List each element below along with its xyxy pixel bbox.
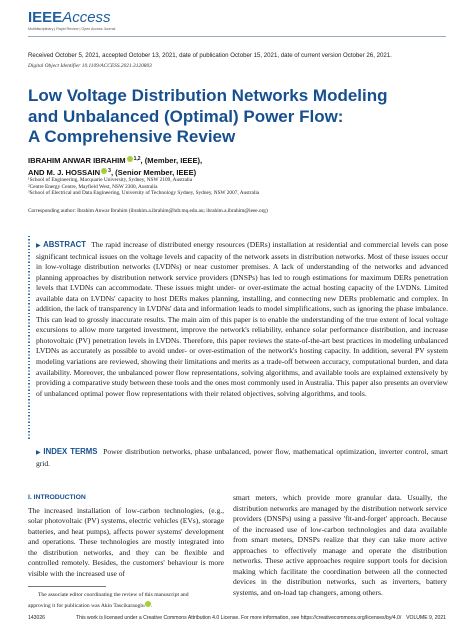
author-1-name: IBRAHIM ANWAR IBRAHIM bbox=[28, 156, 126, 165]
title-line-3: A Comprehensive Review bbox=[28, 127, 236, 146]
author-1-sup: 1,2 bbox=[133, 156, 141, 162]
journal-tagline: Multidisciplinary | Rapid Review | Open Access Journal bbox=[28, 27, 116, 31]
header-divider bbox=[28, 36, 446, 37]
doi-line[interactable]: Digital Object Identifier 10.1109/ACCESS.2021.3120803 bbox=[28, 63, 152, 69]
logo-ieee: IEEE bbox=[28, 9, 63, 26]
abstract bbox=[36, 240, 448, 399]
affiliations bbox=[28, 177, 259, 197]
volume-label: VOLUME 9, 2021 bbox=[406, 615, 446, 621]
author-2-name: AND M. J. HOSSAIN bbox=[28, 168, 101, 177]
logo-access: Access bbox=[62, 9, 111, 26]
index-terms-text: Power distribution networks, phase unbalanced, power flow, mathematical optimization, inverter control, smart grid. bbox=[36, 447, 448, 468]
abstract-label: ABSTRACT bbox=[43, 240, 86, 249]
page-number: 143026 bbox=[28, 615, 45, 621]
author-list bbox=[28, 154, 202, 178]
footnote-line-2-text: approving it for publication was Akin Tascikaraoglu bbox=[28, 602, 145, 609]
affiliation-3: ³School of Electrical and Data Engineering, University of Technology Sydney, Sydney, NSW 2007, Australia bbox=[28, 190, 260, 197]
author-2-sup: 3 bbox=[108, 168, 111, 174]
intro-column-right bbox=[233, 493, 447, 598]
section-heading: I. INTRODUCTION bbox=[28, 494, 86, 501]
paper-title bbox=[28, 86, 448, 148]
author-1 bbox=[28, 154, 202, 166]
affiliation-2: ²Centre Energy Centre, Mayfield West, NSW 2300, Australia bbox=[28, 183, 158, 190]
orcid-icon[interactable] bbox=[101, 168, 107, 174]
author-2-role: , (Senior Member, IEEE) bbox=[110, 168, 197, 177]
orcid-icon[interactable] bbox=[127, 156, 133, 162]
footnote-line-1: The associate editor coordinating the review of this manuscript and bbox=[38, 592, 189, 598]
title-line-1: Low Voltage Distribution Networks Modeling bbox=[28, 86, 388, 105]
triangle-bullet-icon: ▶ bbox=[36, 242, 42, 249]
title-line-2: and Unbalanced (Optimal) Power Flow: bbox=[28, 106, 344, 126]
orcid-icon[interactable] bbox=[145, 601, 151, 607]
abstract-text: The rapid increase of distributed energy resources (DERs) installation at residential and commercial levels can pose significant technical issues on the voltage levels and capacity of the network assets in distribution networks. Most of these issues occur in low-voltage distribution networks (LVDNs) or near customer premises. A lack of understanding of the networks and advanced planning approaches by distribution network service providers (DNSPs) has led to rough estimations for maximum DERs penetration levels that LVDNs can accommodate. These issues might under- or over-estimate the actual hosting capacity of the LVDNs. Limited available data on LVDNs' capacity to host DERs makes planning, installing, and connecting new DERs problematic and complex. In addition, the lack of transparency in LVDNs' data and information leads to model simplifications, such as ignoring the phase imbalance. This can lead to grossly inaccurate results. The main aim of this paper is to enable the understanding of the true extent of local voltage excursions to allow more targeted investment, improve the network's reliability, enhance solar performance distribution, and increase photovoltaic (PV) penetration levels in LVDNs. Therefore, this paper reviews the state-of-the-art best practices in modeling unbalanced LVDNs as accurately as possible to avoid under- or over-estimation of the network's hosting capacity. In addition, several PV system modeling variations are reviewed, showing their limitations and merits as a trade-off between accuracy, computational burden, and data availability. Moreover, the unbalanced power flow representations, solving algorithms, and available tools are explained extensively by providing a comparative study between these tools and the ones most commonly used in Australia. This paper also presents an overview of unbalanced optimal power flow representations with their related objectives, solving algorithms, and tools. bbox=[36, 240, 448, 398]
publication-dates: Received October 5, 2021, accepted October 13, 2021, date of publication October 15, 2021, date of current version October 26, 2021. bbox=[28, 52, 392, 59]
intro-text-left: The increased installation of low-carbon technologies, (e.g., solar photovoltaic (PV) systems, electric vehicles (EVs), storage batteries, and heat pumps), affects power systems' development and operations. These technologies are mostly integrated into the distribution networks, and they can be flexible and controlled remotely. Besides, the customers' behaviour is more visible with the increased use of bbox=[28, 505, 224, 578]
footnote-line-2: approving it for publication was Akin Tascikaraoglu . bbox=[28, 602, 153, 609]
index-terms-label: INDEX TERMS bbox=[43, 447, 98, 456]
journal-logo bbox=[28, 10, 111, 25]
author-1-role: , (Member, IEEE), bbox=[140, 156, 203, 165]
license-notice[interactable]: This work is licensed under a Creative Commons Attribution 4.0 License. For more information, see https://creativecommons.org/licenses/by/4.0/ bbox=[76, 615, 402, 621]
footnote-divider bbox=[28, 586, 106, 587]
affiliation-1: ¹School of Engineering, Macquarie University, Sydney, NSW 2109, Australia bbox=[28, 177, 193, 183]
index-terms bbox=[36, 447, 448, 469]
triangle-bullet-icon: ▶ bbox=[36, 449, 42, 456]
intro-text-right: smart meters, which provide more granular data. Usually, the distribution networks are managed by the distribution network service providers (DNSPs) using a passive 'fit-and-forget' approach. Because of the increased use of low-carbon technologies and data available from smart meters, DNSPs realize that they can take more active approaches to effectively manage and operate the distribution networks. These active approaches require support tools for decision making which facilitate the coordination between all the connected devices in the distribution networks, such as inverters, battery systems, and on-load tap changers, among others. bbox=[233, 493, 447, 597]
abstract-dotted-rule bbox=[28, 236, 30, 440]
corresponding-author: Corresponding author: Ibrahim Anwar Ibrahim (ibrahim.a.ibrahim@hdr.mq.edu.au; ibrahim.a.ibrahim@ieee.org) bbox=[28, 208, 268, 214]
intro-column-left bbox=[28, 493, 224, 579]
editor-footnote bbox=[28, 590, 224, 611]
